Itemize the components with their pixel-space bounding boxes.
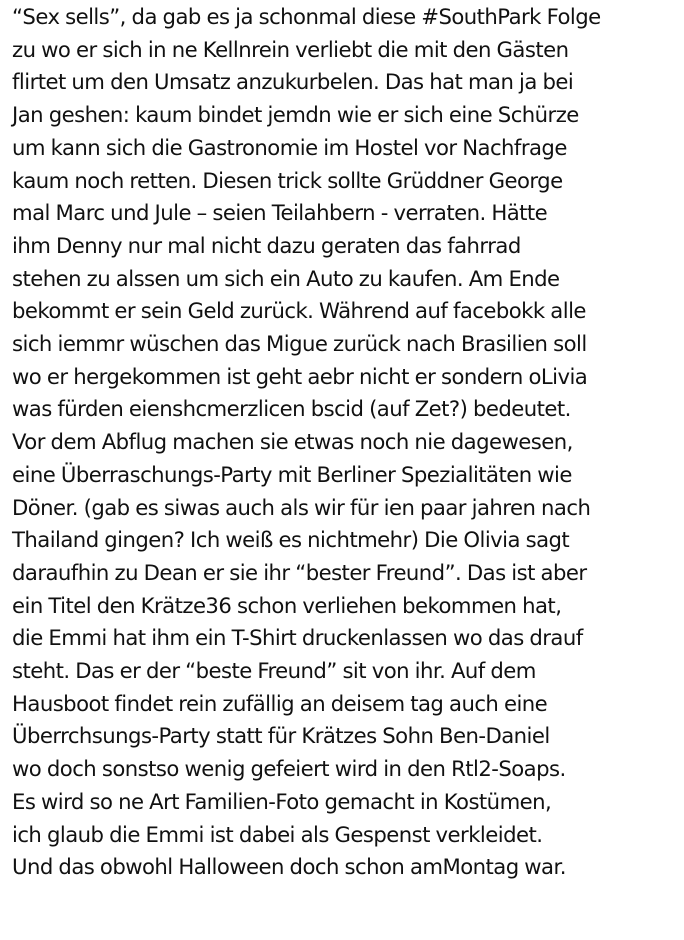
text-line-16: Döner. (gab es siwas auch als wir für ien paar jahren nach [12, 494, 591, 520]
text-line-18: daraufhin zu Dean er sie ihr “bester Freund”. Das ist aber [12, 559, 587, 585]
text-line-5: um kann sich die Gastronomie im Hostel vor Nachfrage [12, 134, 567, 160]
text-line-6: kaum noch retten. Diesen trick sollte Grüddner George [12, 167, 563, 193]
text-line-14: Vor dem Abflug machen sie etwas noch nie dagewesen, [12, 429, 573, 455]
text-line-23: Überrchsungs-Party statt für Krätzes Sohn Ben-Daniel [12, 723, 550, 749]
text-line-2: zu wo er sich in ne Kellnrein verliebt die mit den Gästen [12, 36, 569, 62]
text-line-3: flirtet um den Umsatz anzukurbelen. Das hat man ja bei [12, 69, 574, 95]
text-line-11: sich iemmr wüschen das Migue zurück nach Brasilien soll [12, 331, 587, 357]
text-line-12: wo er hergekommen ist geht aebr nicht er sondern oLivia [12, 363, 588, 389]
text-line-1: “Sex sells”, da gab es ja schonmal diese #SouthPark Folge [12, 4, 601, 29]
text-line-21: steht. Das er der “beste Freund” sit von ihr. Auf dem [12, 658, 536, 684]
text-line-25: Es wird so ne Art Familien-Foto gemacht in Kostümen, [12, 788, 552, 814]
text-line-27: Und das obwohl Halloween doch schon amMontag war. [12, 854, 566, 880]
text-line-4: Jan geshen: kaum bindet jemdn wie er sich eine Schürze [12, 102, 579, 128]
text-line-20: die Emmi hat ihm ein T-Shirt druckenlassen wo das drauf [12, 625, 583, 651]
text-line-8: ihm Denny nur mal nicht dazu geraten das fahrrad [12, 232, 521, 258]
text-line-26: ich glaub die Emmi ist dabei als Gespenst verkleidet. [12, 821, 543, 847]
text-line-15: eine Überraschungs-Party mit Berliner Spezialitäten wie [12, 461, 572, 487]
body-text [12, 1, 680, 884]
text-line-13: was fürden eienshcmerzlicen bscid (auf Zet?) bedeutet. [12, 396, 571, 422]
text-line-10: bekommt er sein Geld zurück. Während auf facebokk alle [12, 298, 586, 324]
text-line-9: stehen zu alssen um sich ein Auto zu kaufen. Am Ende [12, 265, 560, 291]
text-line-7: mal Marc und Jule – seien Teilahbern - verraten. Hätte [12, 200, 548, 226]
text-line-24: wo doch sonstso wenig gefeiert wird in den Rtl2-Soaps. [12, 756, 566, 782]
text-line-22: Hausboot findet rein zufällig an deisem tag auch eine [12, 690, 548, 716]
text-line-17: Thailand gingen? Ich weiß es nichtmehr) Die Olivia sagt [12, 527, 570, 553]
text-line-19: ein Titel den Krätze36 schon verliehen bekommen hat, [12, 592, 562, 618]
